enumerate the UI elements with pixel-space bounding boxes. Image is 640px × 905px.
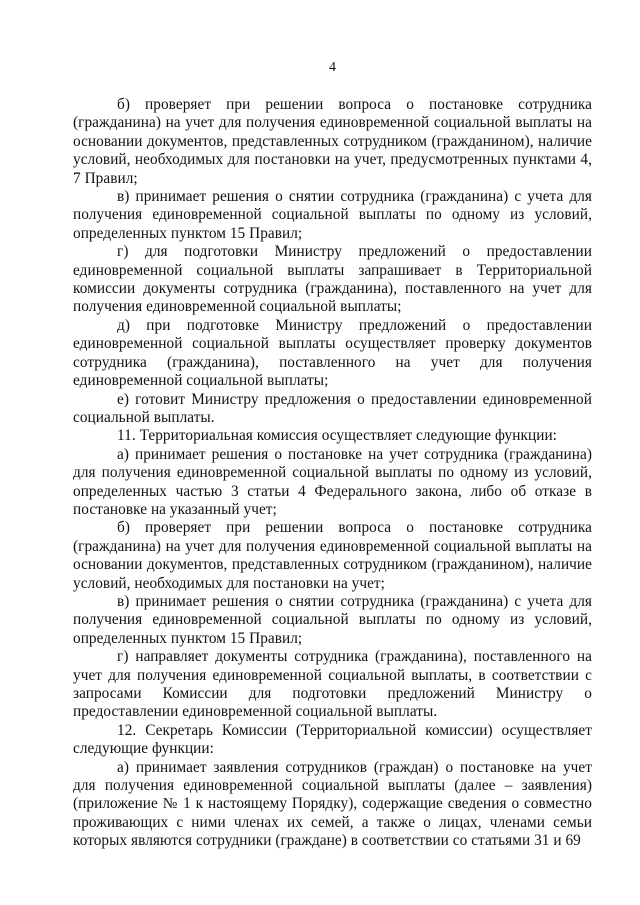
- paragraph-11v: в) принимает решения о снятии сотрудника (гражданина) с учета для получения единовременной социальной выплаты по одному из условий, определенных пунктом 15 Правил;: [73, 592, 592, 647]
- paragraph-10v: в) принимает решения о снятии сотрудника (гражданина) с учета для получения единовременной социальной выплаты по одному из условий, определенных пунктом 15 Правил;: [73, 188, 592, 242]
- paragraph-11b: б) проверяет при решении вопроса о постановке сотрудника (гражданина) на учет для получения единовременной социальной выплаты на основании документов, представленных сотрудником (гражданином), наличие условий, необходимых для постановки на учет;: [73, 519, 592, 592]
- paragraph-11a: а) принимает решения о постановке на учет сотрудника (гражданина) для получения единовременной социальной выплаты по одному из условий, определенных частью 3 статьи 4 Федерального закона, либо об отказе в постановке на указанный учет;: [73, 445, 592, 518]
- paragraph-10d: д) при подготовке Министру предложений о предоставлении единовременной социальной выплаты осуществляет проверку документов сотрудника (гражданина), поставленного на учет для получения единовременной социальной выплаты;: [73, 316, 592, 390]
- paragraph-11-heading: 11. Территориальная комиссия осуществляет следующие функции:: [117, 427, 557, 445]
- paragraph-12a: а) принимает заявления сотрудников (граждан) о постановке на учет для получения единовременной социальной выплаты (далее – заявления) (приложение № 1 к настоящему Порядку), содержащие сведения о совместно проживающих с ними членах их семей, а также о лицах, членами семьи которых являются сотрудники (граждане) в соответствии со статьями 31 и 69: [73, 758, 592, 850]
- paragraph-12-heading: 12. Секретарь Комиссии (Территориальной комиссии) осуществляет следующие функции:: [73, 721, 592, 758]
- paragraph-10e: е) готовит Министру предложения о предоставлении единовременной социальной выплаты.: [73, 390, 592, 426]
- document-body: [73, 96, 592, 851]
- page-number: 4: [329, 60, 336, 75]
- paragraph-11g: г) направляет документы сотрудника (гражданина), поставленного на учет для получения единовременной социальной выплаты, в соответствии с запросами Комиссии для подготовки предложений Министру о предоставлении единовременной социальной выплаты.: [73, 648, 592, 721]
- paragraph-10b: б) проверяет при решении вопроса о постановке сотрудника (гражданина) на учет для получения единовременной социальной выплаты на основании документов, представленных сотрудником (гражданином), наличие условий, необходимых для постановки на учет, предусмотренных пунктами 4, 7 Правил;: [73, 96, 592, 187]
- paragraph-10g: г) для подготовки Министру предложений о предоставлении единовременной социальной выплаты запрашивает в Территориальной комиссии документы сотрудника (гражданина), поставленного на учет для получения единовременной социальной выплаты;: [73, 243, 592, 316]
